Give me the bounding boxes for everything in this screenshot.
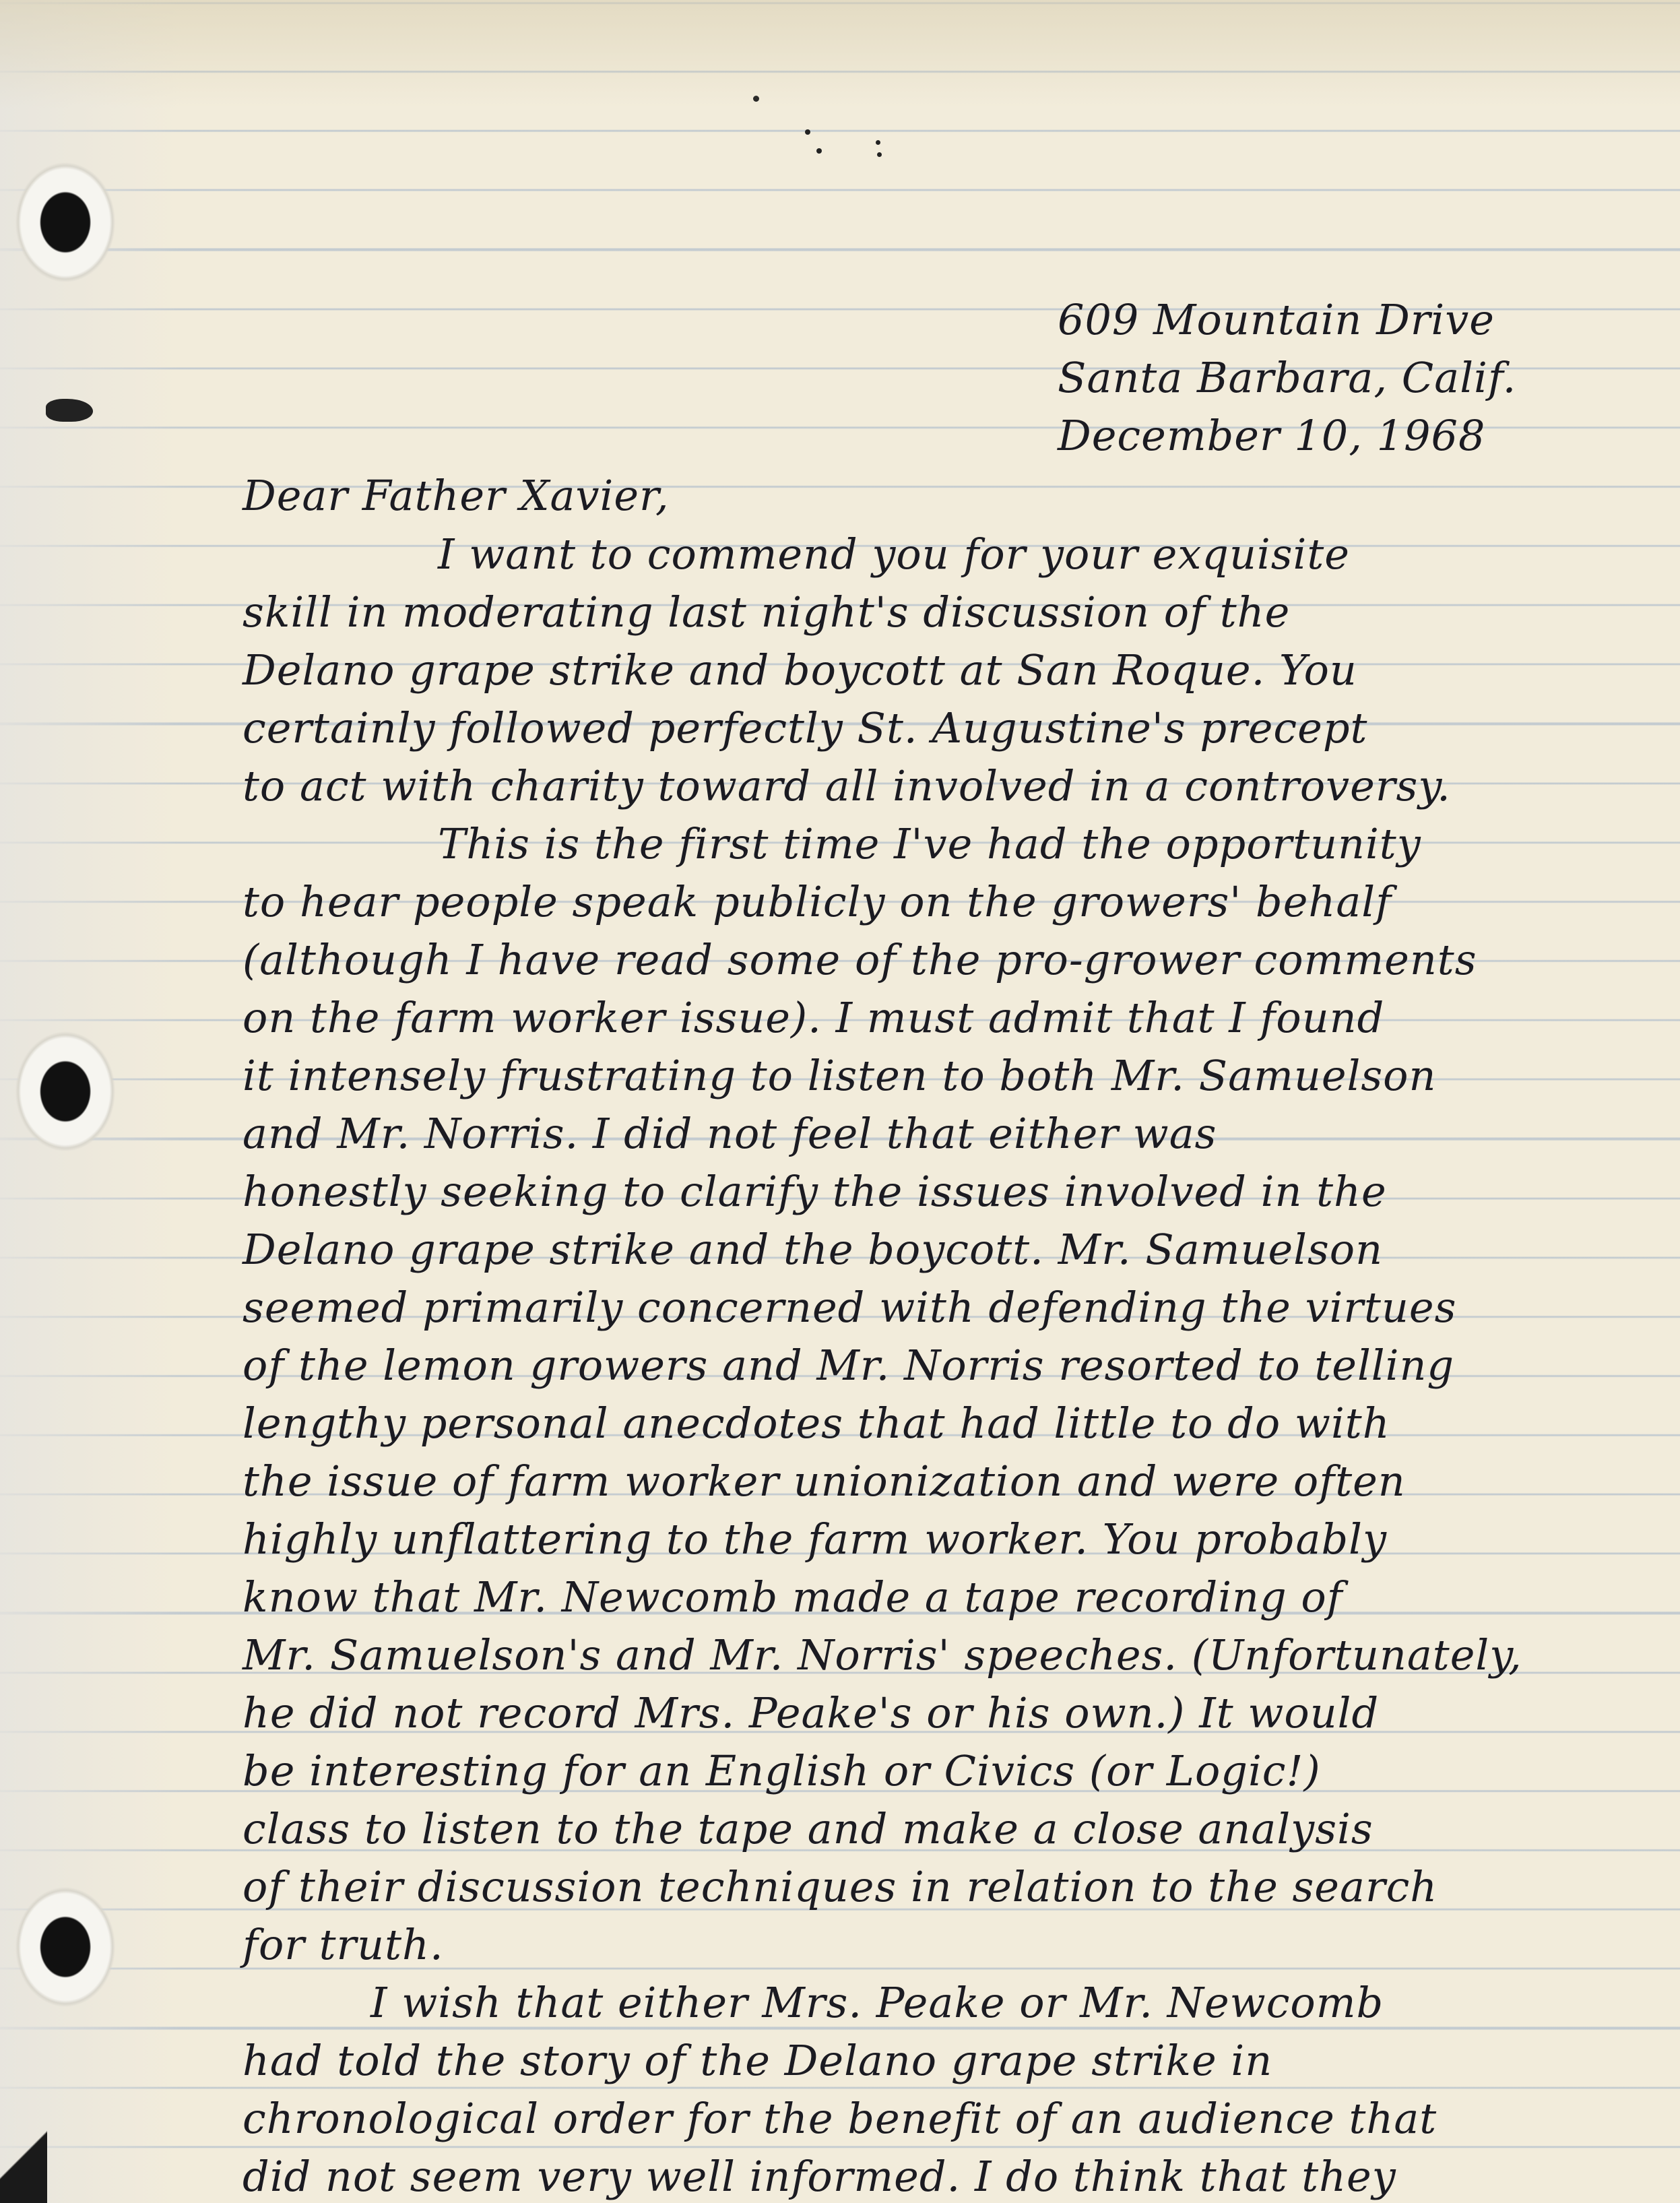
ink-speck — [753, 96, 759, 102]
body-line: I wish that either Mrs. Peake or Mr. Newcomb — [370, 1978, 1384, 2027]
body-line: highly unflattering to the farm worker. You probably — [243, 1514, 1387, 1564]
return-address — [1058, 291, 1516, 465]
body-line: (although I have read some of the pro-grower comments — [243, 935, 1477, 984]
body-line: of the lemon growers and Mr. Norris resorted to telling — [243, 1341, 1455, 1390]
body-line: Mr. Samuelson's and Mr. Norris' speeches. (Unfortunately, — [243, 1630, 1522, 1680]
body-line: had told the story of the Delano grape strike in — [243, 2036, 1273, 2085]
address-line-street: 609 Mountain Drive — [1058, 295, 1495, 344]
body-line: he did not record Mrs. Peake's or his own.) It would — [243, 1688, 1380, 1737]
body-line: did not seem very well informed. I do think that they — [243, 2152, 1396, 2201]
body-line: This is the first time I've had the opportunity — [438, 819, 1421, 868]
body-line: seemed primarily concerned with defending the virtues — [243, 1283, 1457, 1332]
address-line-city: Santa Barbara, Calif. — [1058, 353, 1517, 402]
letter-body — [243, 525, 1522, 2203]
body-line: to act with charity toward all involved in a controversy. — [243, 761, 1451, 810]
body-line: it intensely frustrating to listen to both Mr. Samuelson — [243, 1051, 1437, 1100]
binder-hole-bottom — [15, 1886, 116, 2008]
binder-hole-middle — [15, 1031, 116, 1152]
salutation: Dear Father Xavier, — [243, 471, 670, 520]
body-line: Delano grape strike and the boycott. Mr. Samuelson — [243, 1225, 1384, 1274]
ink-speck — [805, 129, 810, 135]
body-line: know that Mr. Newcomb made a tape recording of — [243, 1572, 1343, 1622]
body-line: class to listen to the tape and make a close analysis — [243, 1804, 1374, 1853]
body-line: of their discussion techniques in relation to the search — [243, 1862, 1438, 1911]
ink-speck — [816, 148, 822, 154]
body-line: skill in moderating last night's discussion of the — [243, 587, 1291, 637]
body-line: and Mr. Norris. I did not feel that either was — [243, 1109, 1217, 1158]
binder-hole-top — [15, 162, 116, 283]
body-line: be interesting for an English or Civics (or Logic!) — [243, 1746, 1321, 1795]
body-line: to hear people speak publicly on the growers' behalf — [243, 877, 1392, 926]
body-line: for truth. — [243, 1920, 444, 1969]
body-line: certainly followed perfectly St. Augustine's precept — [243, 703, 1368, 753]
body-line: honestly seeking to clarify the issues involved in the — [243, 1167, 1387, 1216]
body-line: chronological order for the benefit of an audience that — [243, 2094, 1437, 2143]
body-line: I want to commend you for your exquisite — [438, 530, 1350, 579]
body-line: Delano grape strike and boycott at San Roque. You — [243, 645, 1357, 695]
page-corner-shadow — [0, 2129, 47, 2203]
ink-speck — [877, 152, 882, 157]
ink-blot — [46, 399, 93, 422]
body-line: the issue of farm worker unionization and were often — [243, 1457, 1406, 1506]
body-line: on the farm worker issue). I must admit that I found — [243, 993, 1385, 1042]
letter-date: December 10, 1968 — [1058, 411, 1486, 460]
ink-speck — [876, 140, 880, 145]
body-line: lengthy personal anecdotes that had little to do with — [243, 1399, 1390, 1448]
